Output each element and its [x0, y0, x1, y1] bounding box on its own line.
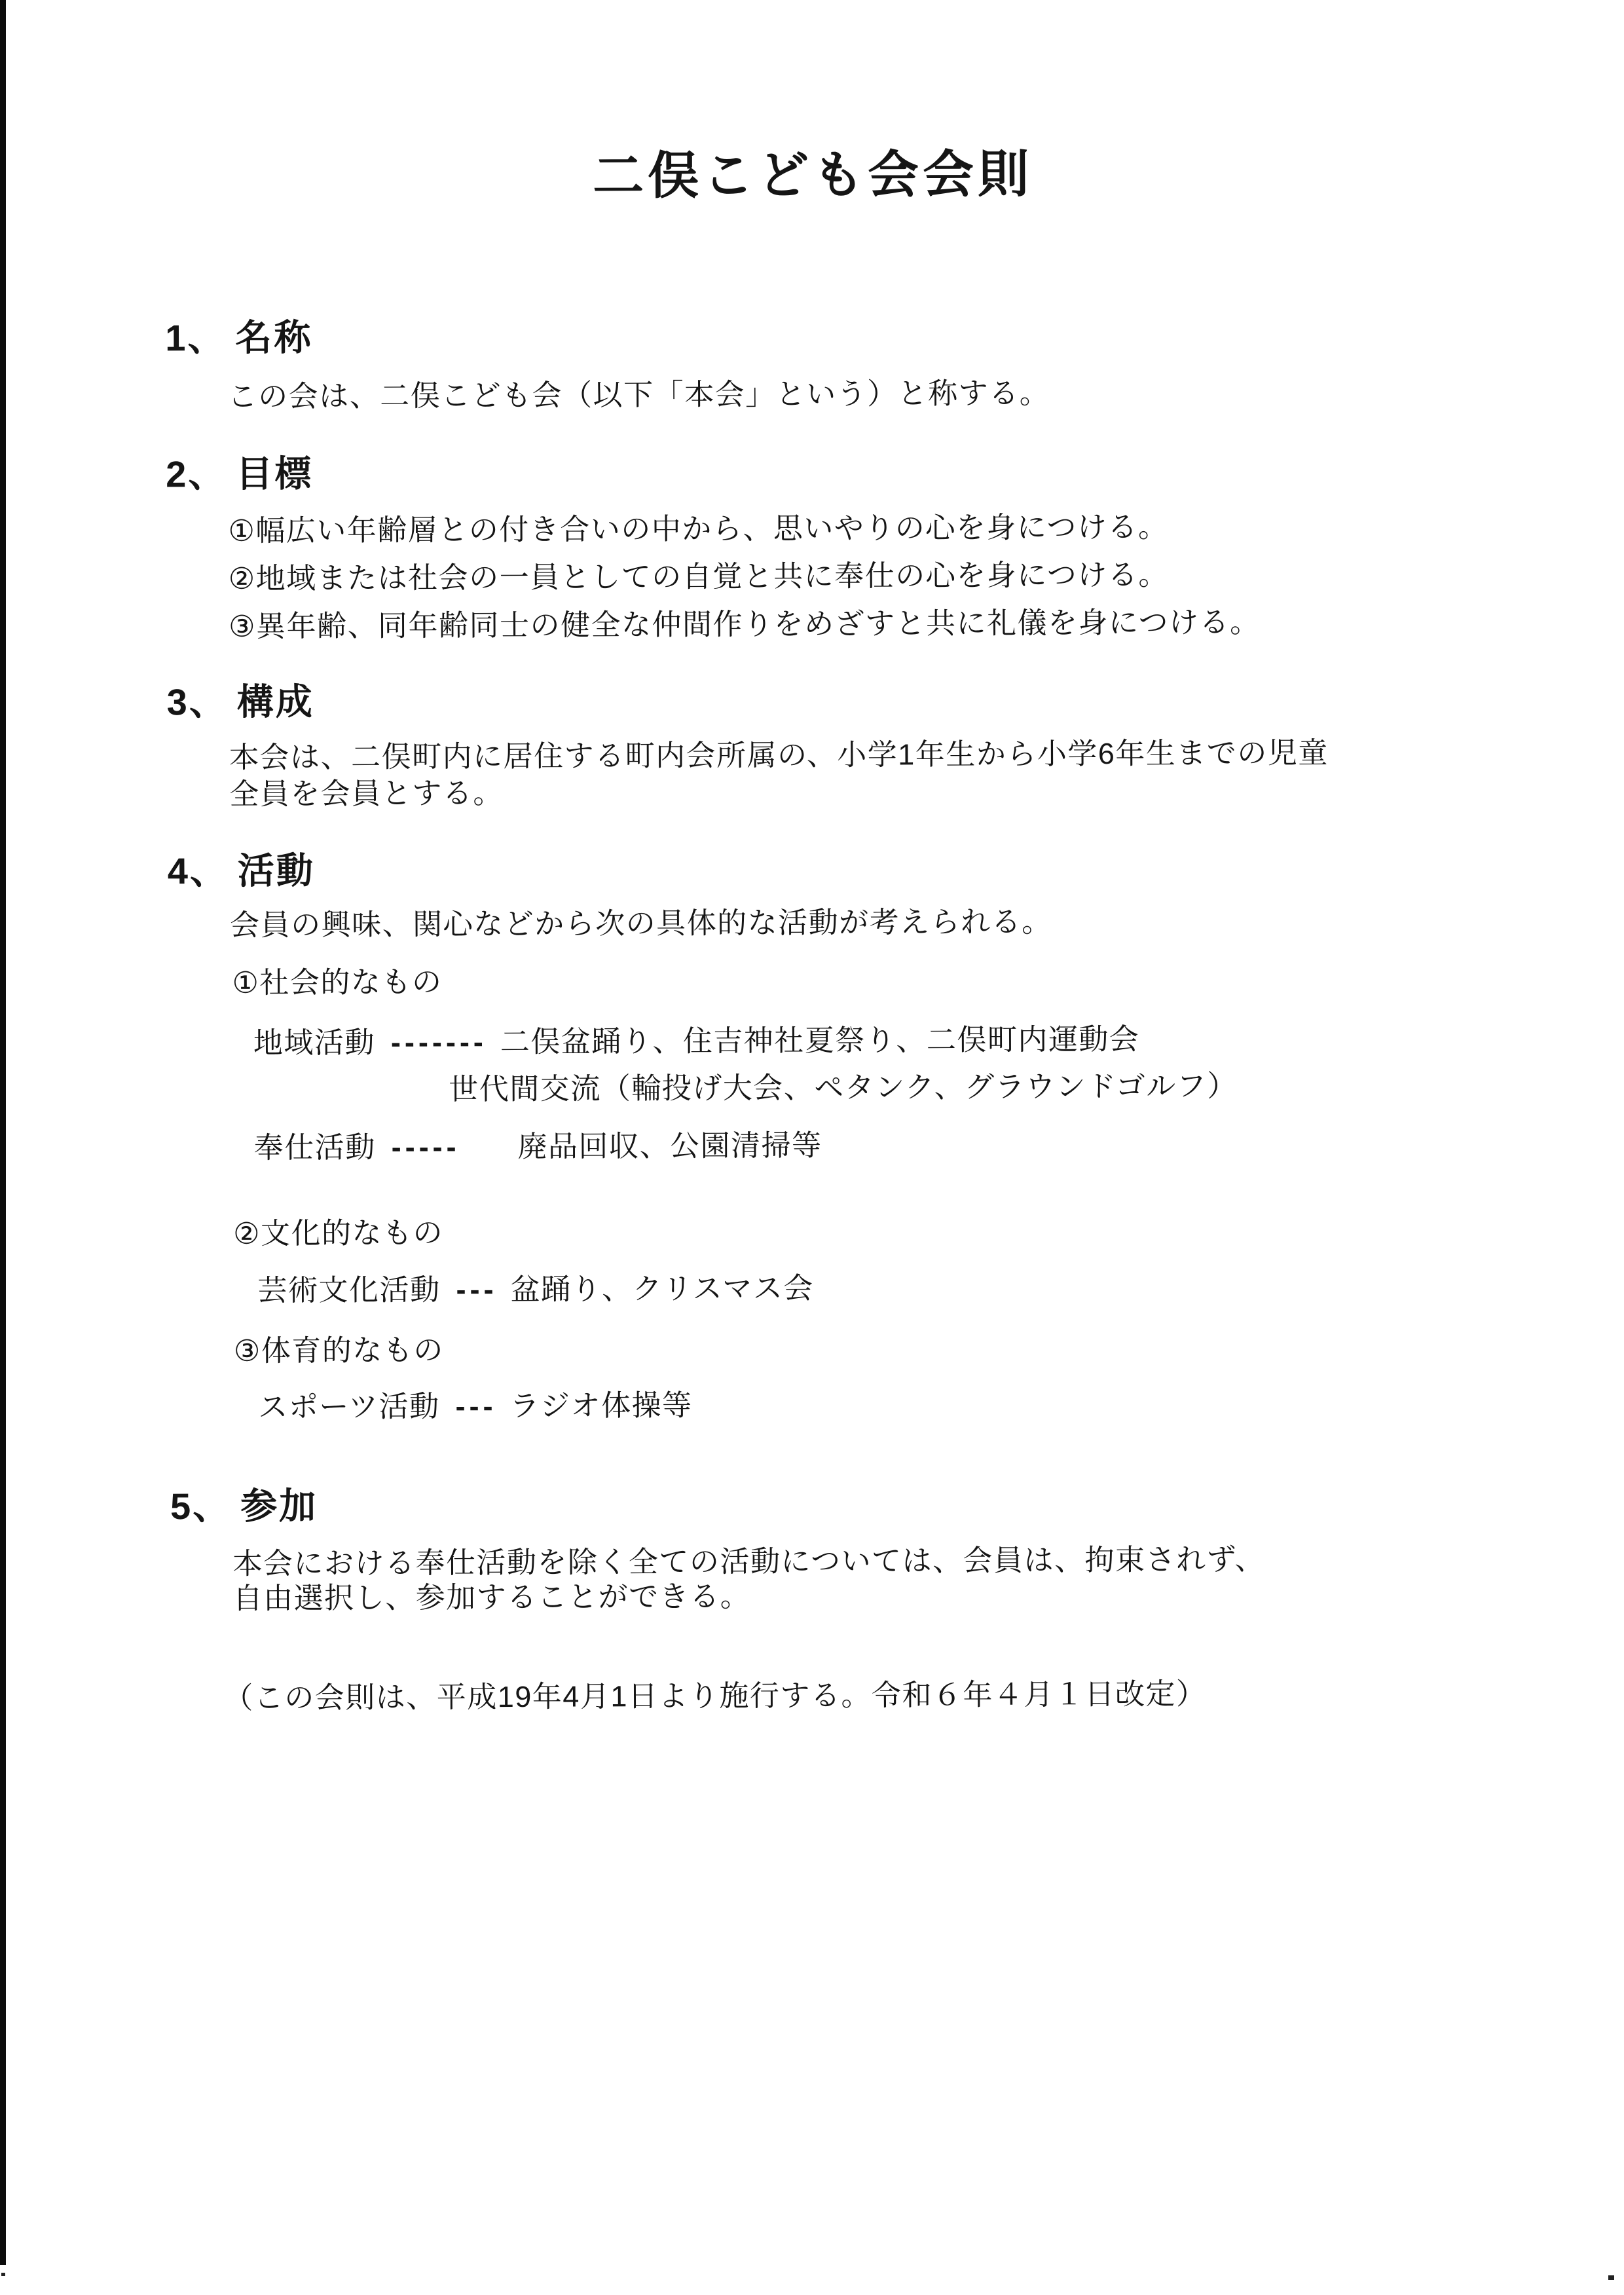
section-2-heading	[166, 445, 314, 498]
activity-name: 地域活動	[253, 1025, 376, 1060]
section-4-heading	[168, 842, 316, 895]
scan-speck	[1, 2273, 5, 2276]
section-5-body-line-1: 本会における奉仕活動を除く全ての活動については、会員は、拘束されず、	[232, 1542, 1266, 1580]
section-5-title: 参加	[240, 1485, 318, 1527]
goal-item-3: ③異年齢、同年齢同士の健全な仲間作りをめざすと共に礼儀を身につける。	[229, 605, 1261, 643]
activity-row-culture	[257, 1264, 813, 1309]
section-5-heading	[170, 1477, 318, 1530]
goal-item-2: ②地域または社会の一員としての自覚と共に奉仕の心を身につける。	[228, 557, 1169, 595]
activity-row-regional-continuation: 世代間交流（輪投げ大会、ペタンク、グラウンドゴルフ）	[449, 1069, 1238, 1106]
activity-group-3-label: ③体育的なもの	[233, 1333, 444, 1368]
section-5-body-line-2: 自由選択し、参加することができる。	[232, 1579, 751, 1615]
activities-intro: 会員の興味、関心などから次の具体的な活動が考えられる。	[230, 905, 1052, 942]
dash-leader: -----	[391, 1130, 460, 1164]
section-1-title: 名称	[235, 316, 313, 358]
dash-leader: -------	[390, 1025, 487, 1059]
section-4-number: 4、	[167, 849, 229, 892]
activity-name: 奉仕活動	[253, 1130, 376, 1165]
document-title: 二俣こども会会則	[592, 145, 1033, 205]
dash-leader: ---	[456, 1273, 498, 1307]
dash-leader: ---	[455, 1389, 497, 1423]
section-3-number: 3、	[166, 681, 228, 723]
goal-item-1: ①幅広い年齢層との付き合いの中から、思いやりの心を身につける。	[228, 510, 1169, 548]
section-3-title: 構成	[236, 681, 314, 722]
activity-text: 盆踊り、クリスマス会	[510, 1271, 814, 1307]
section-2-title: 目標	[236, 453, 314, 494]
activity-row-sports	[258, 1381, 692, 1426]
section-1-body-line: この会は、二俣こども会（以下「本会」という）と称する。	[227, 376, 1050, 413]
section-5-number: 5、	[170, 1485, 232, 1527]
activity-text: ラジオ体操等	[509, 1388, 693, 1423]
section-3-heading	[166, 673, 314, 726]
activity-row-regional	[253, 1015, 1140, 1062]
section-3-body-line-2: 全員を会員とする。	[229, 776, 504, 811]
section-2-number: 2、	[166, 453, 227, 495]
revision-footnote: （この会則は、平成19年4月1日より施行する。令和６年４月１日改定）	[223, 1677, 1207, 1715]
section-4-title: 活動	[237, 849, 316, 891]
section-1-number: 1、	[165, 316, 227, 359]
section-1-heading	[165, 308, 313, 362]
activity-name: スポーツ活動	[258, 1389, 440, 1424]
activity-group-2-label: ②文化的なもの	[233, 1216, 444, 1250]
section-3-body-line-1: 本会は、二俣町内に居住する町内会所属の、小学1年生から小学6年生までの児童	[229, 736, 1329, 774]
activity-text: 廃品回収、公園清掃等	[517, 1128, 822, 1163]
activity-text: 二俣盆踊り、住吉神社夏祭り、二俣町内運動会	[500, 1022, 1140, 1059]
activity-row-service	[253, 1121, 822, 1166]
activity-group-1-label: ①社会的なもの	[232, 965, 443, 999]
activity-name: 芸術文化活動	[257, 1273, 441, 1307]
